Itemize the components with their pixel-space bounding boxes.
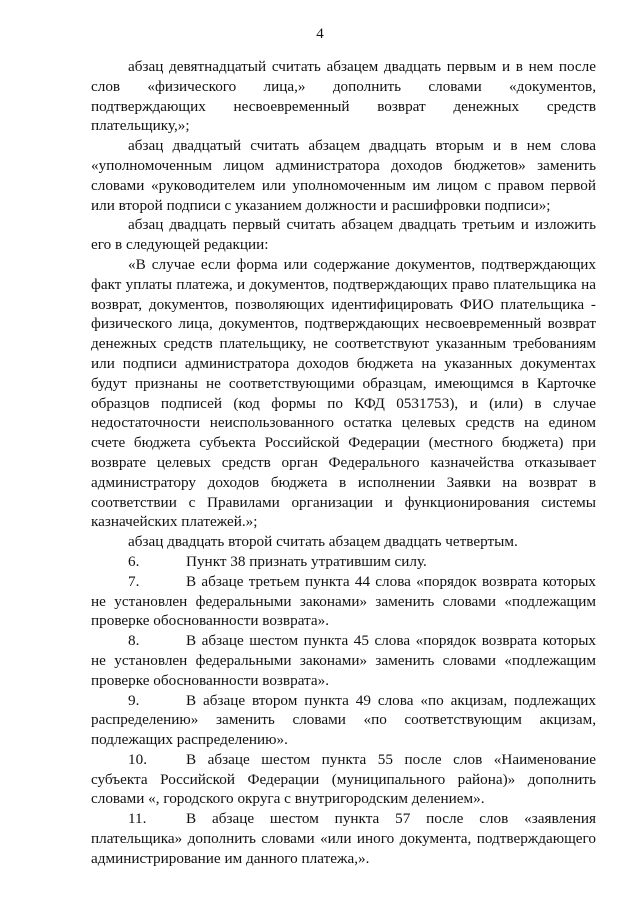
item-text: В абзаце шестом пункта 45 слова «порядок возврата которых не установлен федеральными законами» заменить словами «подлежащим проверке обоснованности возврата». [91, 632, 596, 689]
document-body [91, 57, 596, 869]
item-text: Пункт 38 признать утратившим силу. [186, 552, 427, 570]
list-item [91, 572, 596, 631]
item-number: 11. [128, 810, 147, 828]
item-text: В абзаце шестом пункта 55 после слов «Наименование субъекта Российской Федерации (муниципального района)» дополнить словами «, городского округа с внутригородским делением». [91, 750, 596, 808]
list-item [91, 750, 596, 809]
item-text: В абзаце шестом пункта 57 после слов «заявления плательщика» дополнить словами «или иного документа, подтверждающего администрирование им данного платежа,». [91, 810, 596, 867]
item-number: 7. [128, 572, 140, 590]
list-item [91, 809, 596, 868]
item-number: 10. [128, 750, 147, 768]
list-item [91, 552, 596, 572]
paragraph: абзац двадцатый считать абзацем двадцать вторым и в нем слова «уполномоченным лицом администратора доходов бюджетов» заменить словами «руководителем или уполномоченным им лицом с правом первой или второй подписи с указанием должности и расшифровки подписи»; [91, 137, 596, 214]
paragraph: абзац девятнадцатый считать абзацем двадцать первым и в нем после слов «физического лица,» дополнить словами «документов, подтверждающих несвоевременный возврат денежных средств плательщику,»; [91, 58, 596, 135]
paragraph: абзац двадцать второй считать абзацем двадцать четвертым. [128, 533, 518, 551]
item-number: 9. [128, 691, 140, 709]
list-item [91, 631, 596, 690]
item-number: 6. [128, 552, 140, 570]
list-item [91, 691, 596, 750]
quoted-paragraph: «В случае если форма или содержание документов, подтверждающих факт уплаты платежа, и документов, подтверждающих право плательщика на возврат, документов, позволяющих идентифицировать ФИО плательщика - физического лица, документов, подтверждающих несвоевременный возврат денежных средств плательщику, не соответствуют указанным требованиям или подписи администратора доходов бюджета на указанных документах будут признаны не соответствующими образцам, имеющимся в Карточке образцов подписей (код формы по КФД 0531753), и (или) в случае недостаточности неиспользованного остатка целевых средств на едином счете бюджета субъекта Российской Федерации (местного бюджета) при возврате целевых средств орган Федерального казначейства отказывает администратору доходов бюджета в исполнении Заявки на возврат в соответствии с Правилами организации и функционирования системы казначейских платежей.»; [91, 255, 596, 531]
item-number: 8. [128, 632, 140, 650]
page-number: 4 [316, 26, 324, 42]
item-text: В абзаце третьем пункта 44 слова «порядок возврата которых не установлен федеральными законами» заменить словами «подлежащим проверке обоснованности возврата». [91, 572, 596, 630]
paragraph: абзац двадцать первый считать абзацем двадцать третьим и изложить его в следующей редакции: [91, 216, 596, 254]
item-text: В абзаце втором пункта 49 слова «по акцизам, подлежащих распределению» заменить словами «по соответствующим акцизам, подлежащих распределению». [91, 691, 596, 749]
